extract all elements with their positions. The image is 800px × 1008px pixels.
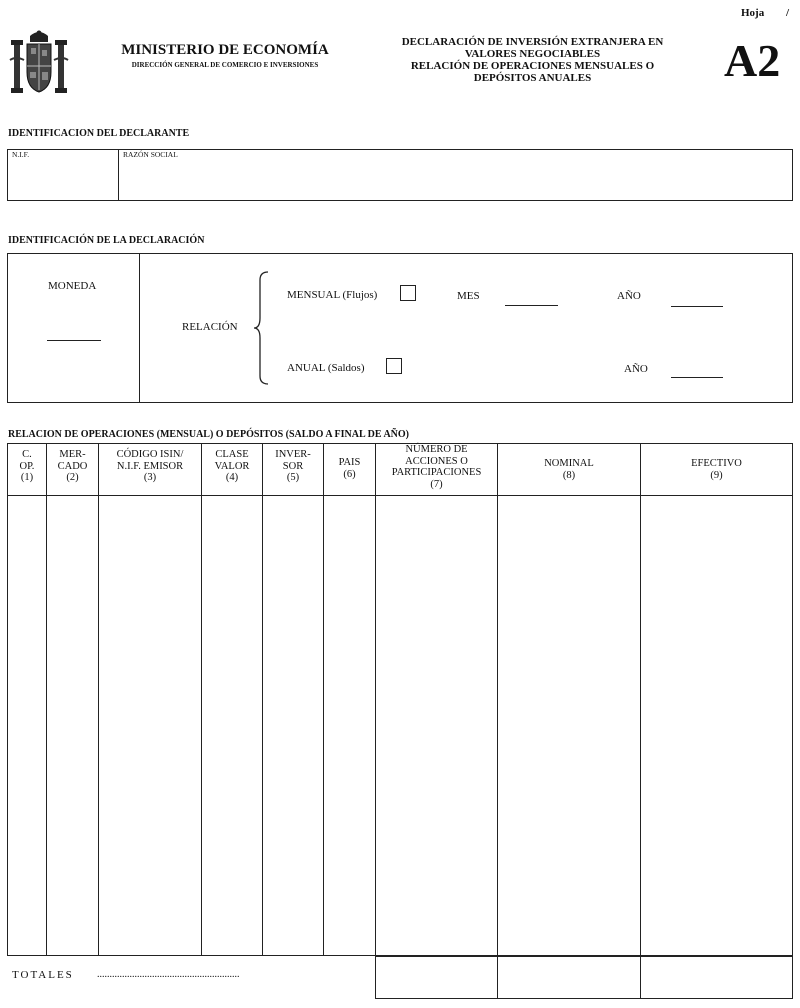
- column-header-numero: NÚMERO DE ACCIONES O PARTICIPACIONES (7): [391, 444, 482, 490]
- operaciones-entry-area[interactable]: [8, 497, 792, 955]
- column-header-nominal: NOMINAL (8): [544, 458, 594, 481]
- direccion-general: DIRECCIÓN GENERAL DE COMERCIO E INVERSIONES: [131, 61, 319, 69]
- relacion-label: RELACIÓN: [182, 321, 238, 333]
- totales-top-line: [375, 956, 793, 957]
- hoja-label: Hoja: [741, 7, 765, 19]
- declaracion-section-title: IDENTIFICACIÓN DE LA DECLARACIÓN: [8, 235, 205, 246]
- totales-numero-field[interactable]: [377, 958, 496, 997]
- column-header-mercado: MER- CADO (2): [57, 449, 88, 483]
- anio-mensual-label: AÑO: [617, 290, 641, 302]
- declaracion-box: [7, 253, 793, 403]
- form-title: [380, 36, 685, 84]
- form-title-line: DECLARACIÓN DE INVERSIÓN EXTRANJERA EN: [401, 36, 664, 48]
- moneda-field[interactable]: [47, 340, 101, 341]
- moneda-label: MONEDA: [48, 280, 97, 292]
- nif-field[interactable]: [9, 160, 116, 199]
- totales-nominal-field[interactable]: [499, 958, 639, 997]
- operaciones-section-title: RELACION DE OPERACIONES (MENSUAL) O DEPÓSITOS (SALDO A FINAL DE AÑO): [8, 429, 409, 440]
- form-code: A2: [724, 35, 781, 86]
- form-title-line: VALORES NEGOCIABLES: [464, 48, 601, 60]
- anio-anual-field[interactable]: [671, 377, 723, 378]
- mensual-checkbox[interactable]: [400, 285, 416, 301]
- anio-mensual-field[interactable]: [671, 306, 723, 307]
- hoja-separator: /: [786, 7, 790, 19]
- brace-icon: [252, 270, 272, 386]
- totales-label: TOTALES: [12, 969, 74, 981]
- mensual-label: MENSUAL (Flujos): [287, 289, 378, 301]
- column-header-clase-valor: CLASE VALOR (4): [214, 449, 250, 483]
- anual-checkbox[interactable]: [386, 358, 402, 374]
- column-header-efectivo: EFECTIVO (9): [691, 458, 742, 481]
- column-header-pais: PAIS (6): [338, 457, 361, 480]
- column-divider: [792, 443, 793, 999]
- column-header-cop: C. OP. (1): [19, 449, 35, 483]
- mes-field[interactable]: [505, 305, 558, 306]
- column-header-isin: CÓDIGO ISIN/ N.I.F. EMISOR (3): [116, 449, 184, 483]
- divider: [118, 149, 119, 201]
- coat-of-arms-icon: [8, 30, 70, 100]
- ministry-name: MINISTERIO DE ECONOMÍA: [121, 42, 329, 58]
- totales-efectivo-field[interactable]: [642, 958, 791, 997]
- totales-bottom-line: [375, 998, 793, 999]
- header-divider: [7, 495, 793, 496]
- totales-dots: .........................................................: [97, 969, 240, 980]
- razon-social-field[interactable]: [121, 160, 791, 199]
- column-header-inversor: INVER- SOR (5): [275, 449, 311, 483]
- nif-label: N.I.F.: [12, 150, 30, 159]
- mes-label: MES: [457, 290, 480, 302]
- anio-anual-label: AÑO: [624, 363, 648, 375]
- declarante-section-title: IDENTIFICACION DEL DECLARANTE: [8, 128, 190, 139]
- divider: [139, 253, 140, 403]
- form-title-line: DEPÓSITOS ANUALES: [473, 72, 592, 84]
- razon-social-label: RAZÓN SOCIAL: [123, 150, 178, 159]
- anual-label: ANUAL (Saldos): [287, 362, 365, 374]
- form-title-line: RELACIÓN DE OPERACIONES MENSUALES O: [410, 60, 655, 72]
